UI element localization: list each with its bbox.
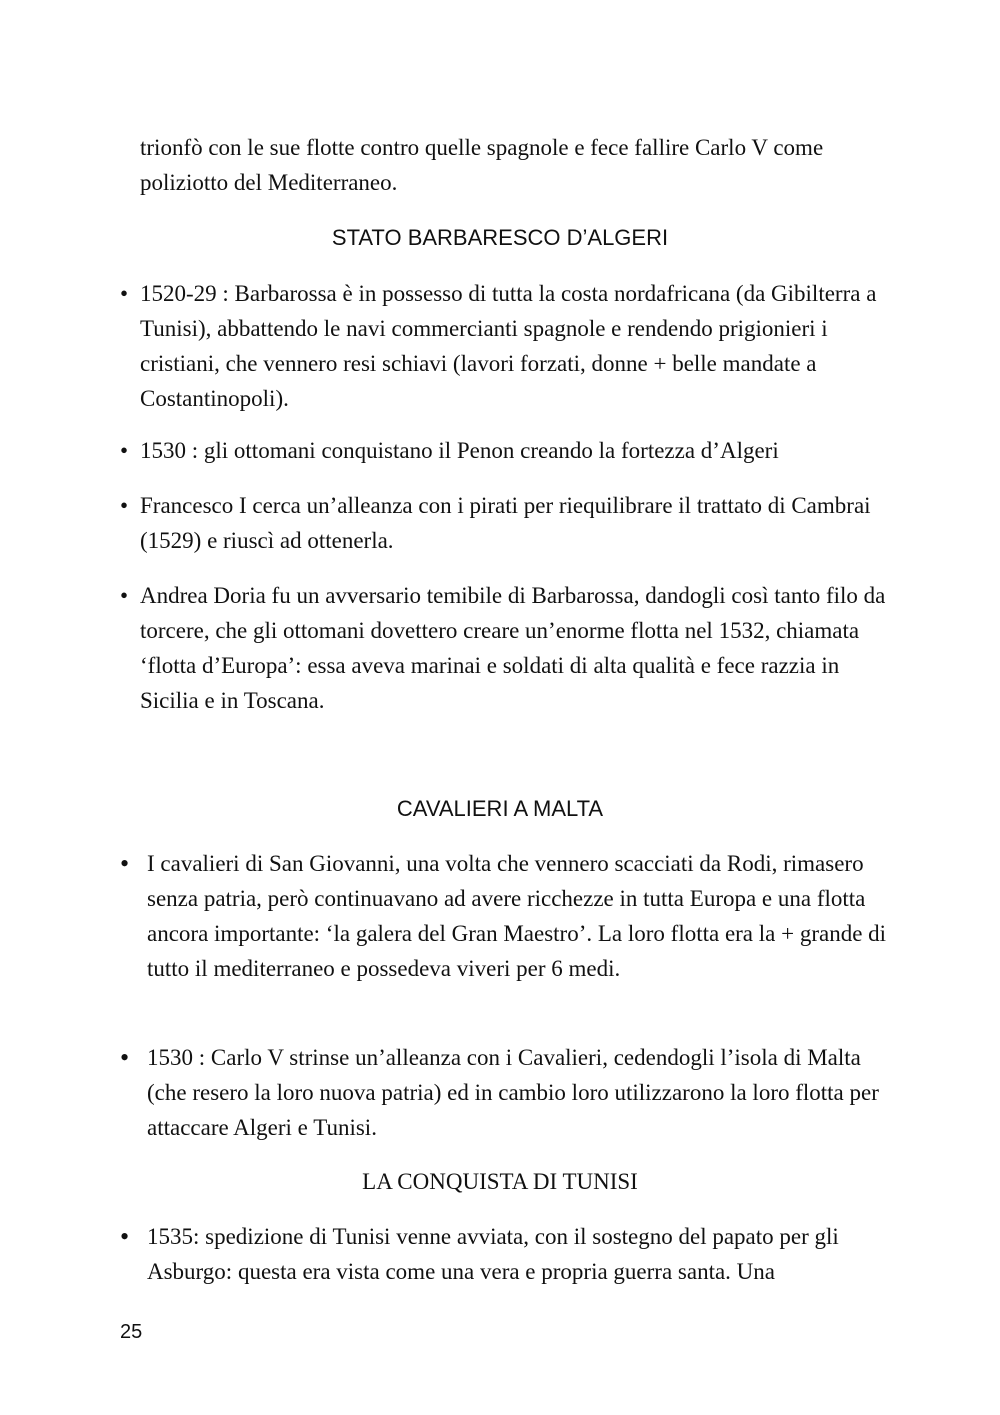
list-item: [120, 276, 900, 416]
list-item-text: 1520-29 : Barbarossa è in possesso di tutta la costa nordafricana (da Gibilterra a Tunisi), abbattendo le navi commercianti spagnole e rendendo prigionieri i cristiani, che vennero resi schiavi (lavori forzati, donne + belle mandate a Costantinopoli).: [140, 281, 877, 411]
list-item: [120, 1040, 887, 1145]
bullet-marker: •: [120, 1043, 130, 1072]
list-item: [120, 846, 887, 986]
bullet-marker: •: [120, 1222, 130, 1251]
list-item-text: Andrea Doria fu un avversario temibile di Barbarossa, dandogli così tanto filo da torcere, che gli ottomani dovettero creare un’enorme flotta nel 1532, chiamata ‘flotta d’Europa’: essa aveva marinai e soldati di alta qualità e fece razzia in Sicilia e in Toscana.: [140, 583, 886, 713]
bullet-marker: •: [120, 493, 129, 518]
list-item-text: 1535: spedizione di Tunisi venne avviata, con il sostegno del papato per gli Asburgo: questa era vista come una vera e propria guerra santa. Una: [147, 1224, 839, 1284]
bullet-marker: •: [120, 583, 129, 608]
bullet-marker: •: [120, 281, 129, 306]
list-item: [120, 488, 900, 558]
intro-paragraph: trionfò con le sue flotte contro quelle spagnole e fece fallire Carlo V come poliziotto del Mediterraneo.: [140, 135, 824, 195]
section-heading-algeri: STATO BARBARESCO D’ALGERI: [331, 225, 669, 250]
page-number: 25: [120, 1321, 143, 1343]
section-heading-tunisi: LA CONQUISTA DI TUNISI: [362, 1169, 638, 1194]
section-heading-malta: CAVALIERI A MALTA: [396, 796, 604, 821]
list-item: [120, 433, 900, 468]
list-item-text: Francesco I cerca un’alleanza con i pirati per riequilibrare il trattato di Cambrai (1529) e riuscì ad ottenerla.: [140, 493, 871, 553]
list-item: [120, 578, 900, 718]
list-item-text: 1530 : gli ottomani conquistano il Penon creando la fortezza d’Algeri: [140, 438, 779, 463]
list-item-text: I cavalieri di San Giovanni, una volta che vennero scacciati da Rodi, rimasero senza patria, però continuavano ad avere ricchezze in tutta Europa e una flotta ancora importante: ‘la galera del Gran Maestro’. La loro flotta era la + grande di tutto il mediterraneo e possedeva viveri per 6 medi.: [147, 851, 887, 981]
bullet-marker: •: [120, 849, 130, 878]
list-item-text: 1530 : Carlo V strinse un’alleanza con i Cavalieri, cedendogli l’isola di Malta (che resero la loro nuova patria) ed in cambio loro utilizzarono la loro flotta per attaccare Algeri e Tunisi.: [147, 1045, 879, 1140]
list-item: [120, 1219, 887, 1289]
bullet-marker: •: [120, 438, 129, 463]
